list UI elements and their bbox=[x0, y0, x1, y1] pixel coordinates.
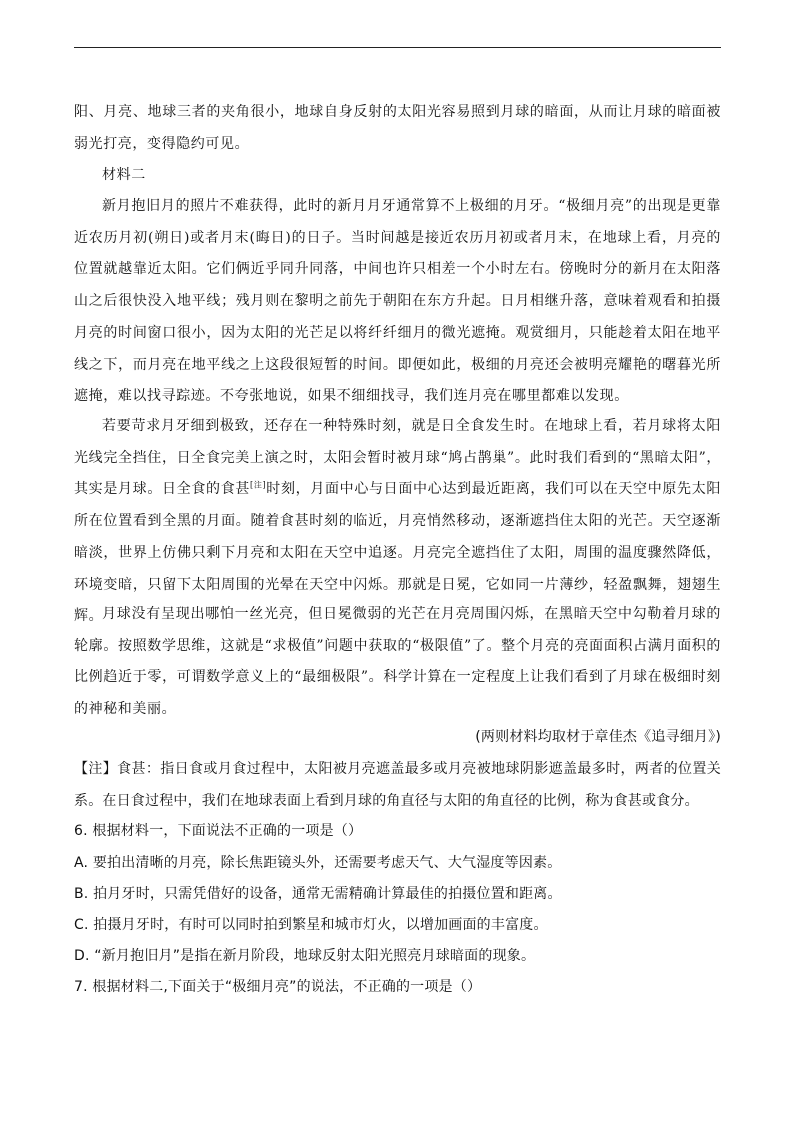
material2-paragraph-1: 新月抱旧月的照片不难获得，此时的新月月牙通常算不上极细的月牙。“极细月亮”的出现是更靠近农历月初(朔日)或者月末(晦日)的日子。当时间越是接近农历月初或者月末，在地球上看，月亮的位置就越靠近太阳。它们俩近乎同升同落，中间也许只相差一个小时左右。傍晚时分的新月在太阳落山之后很快没入地平线；残月则在黎明之前先于朝阳在东方升起。日月相继升落，意味着观看和拍摄月亮的时间窗口很小，因为太阳的光芒足以将纤纤细月的微光遮掩。观赏细月，只能趁着太阳在地平线之下，而月亮在地平线之上这段很短暂的时间。即便如此，极细的月亮还会被明亮耀艳的曙暮光所遮掩，难以找寻踪迹。不夸张地说，如果不细细找寻，我们连月亮在哪里都难以发现。 bbox=[74, 198, 721, 405]
question-6-option-b: B. 拍月牙时，只需凭借好的设备，通常无需精确计算最佳的拍摄位置和距离。 bbox=[74, 886, 562, 902]
header-rule bbox=[74, 47, 721, 48]
source-citation: (两则材料均取材于章佳杰《追寻细月》) bbox=[475, 729, 721, 745]
passage-continuation: 阳、月亮、地球三者的夹角很小，地球自身反射的太阳光容易照到月球的暗面，从而让月球的暗面被弱光打亮，变得隐约可见。 bbox=[74, 104, 721, 152]
question-7-stem: 7. 根据材料二,下面关于“极细月亮”的说法，不正确的一项是（） bbox=[74, 979, 482, 995]
material2-heading: 材料二 bbox=[102, 167, 146, 183]
paragraph-2-part-2: 时刻，月面中心与日面中心达到最近距离，我们可以在天空中原先太阳所在位置看到全黑的月面。随着食甚时刻的临近，月亮悄然移动，逐渐遮挡住太阳的光芒。天空逐渐暗淡，世界上仿佛只剩下月亮和太阳在天空中追逐。月亮完全遮挡住了太阳，周围的温度骤然降低，环境变暗，只留下太阳周围的光晕在天空中闪烁。那就是日冕，它如同一片薄纱，轻盈飘舞，翅翅生辉。 bbox=[74, 481, 721, 625]
paragraph-2-part-1: 若要苛求月牙细到极致，还存在一种特殊时刻，就是日全食发生时。在地球上看，若月球将太阳光线完全挡住，日全食完美上演之时，太阳会暂时被月球“鸠占鹊巢”。此时我们看到的“黑暗太阳”，其实是月球。日全食的食甚 bbox=[74, 418, 721, 498]
question-6-option-c: C. 拍摄月牙时，有时可以同时拍到繁星和城市灯火，以增加画面的丰富度。 bbox=[74, 917, 548, 933]
question-6-stem: 6. 根据材料一，下面说法不正确的一项是（） bbox=[74, 823, 363, 839]
note-marker: [注] bbox=[250, 480, 267, 490]
question-6-option-a: A. 要拍出清晰的月亮，除长焦距镜头外，还需要考虑天气、大气湿度等因素。 bbox=[74, 855, 562, 871]
footnote: 【注】食甚：指日食或月食过程中，太阳被月亮遮盖最多或月亮被地球阴影遮盖最多时，两者的位置关系。在日食过程中，我们在地球表面上看到月球的角直径与太阳的角直径的比例，称为食甚或食分。 bbox=[74, 761, 721, 809]
question-6-option-d: D. “新月抱旧月”是指在新月阶段，地球反射太阳光照亮月球暗面的现象。 bbox=[74, 948, 536, 964]
material2-paragraph-3: 月球没有呈现出哪怕一丝光亮，但日冕微弱的光芒在月亮周围闪烁，在黑暗天空中勾勒着月球的轮廓。按照数学思维，这就是“求极值”问题中获取的“极限值”了。整个月亮的亮面面积占满月面积的比例趋近于零，可谓数学意义上的“最细极限”。科学计算在一定程度上让我们看到了月球在极细时刻的神秘和美丽。 bbox=[74, 606, 721, 718]
